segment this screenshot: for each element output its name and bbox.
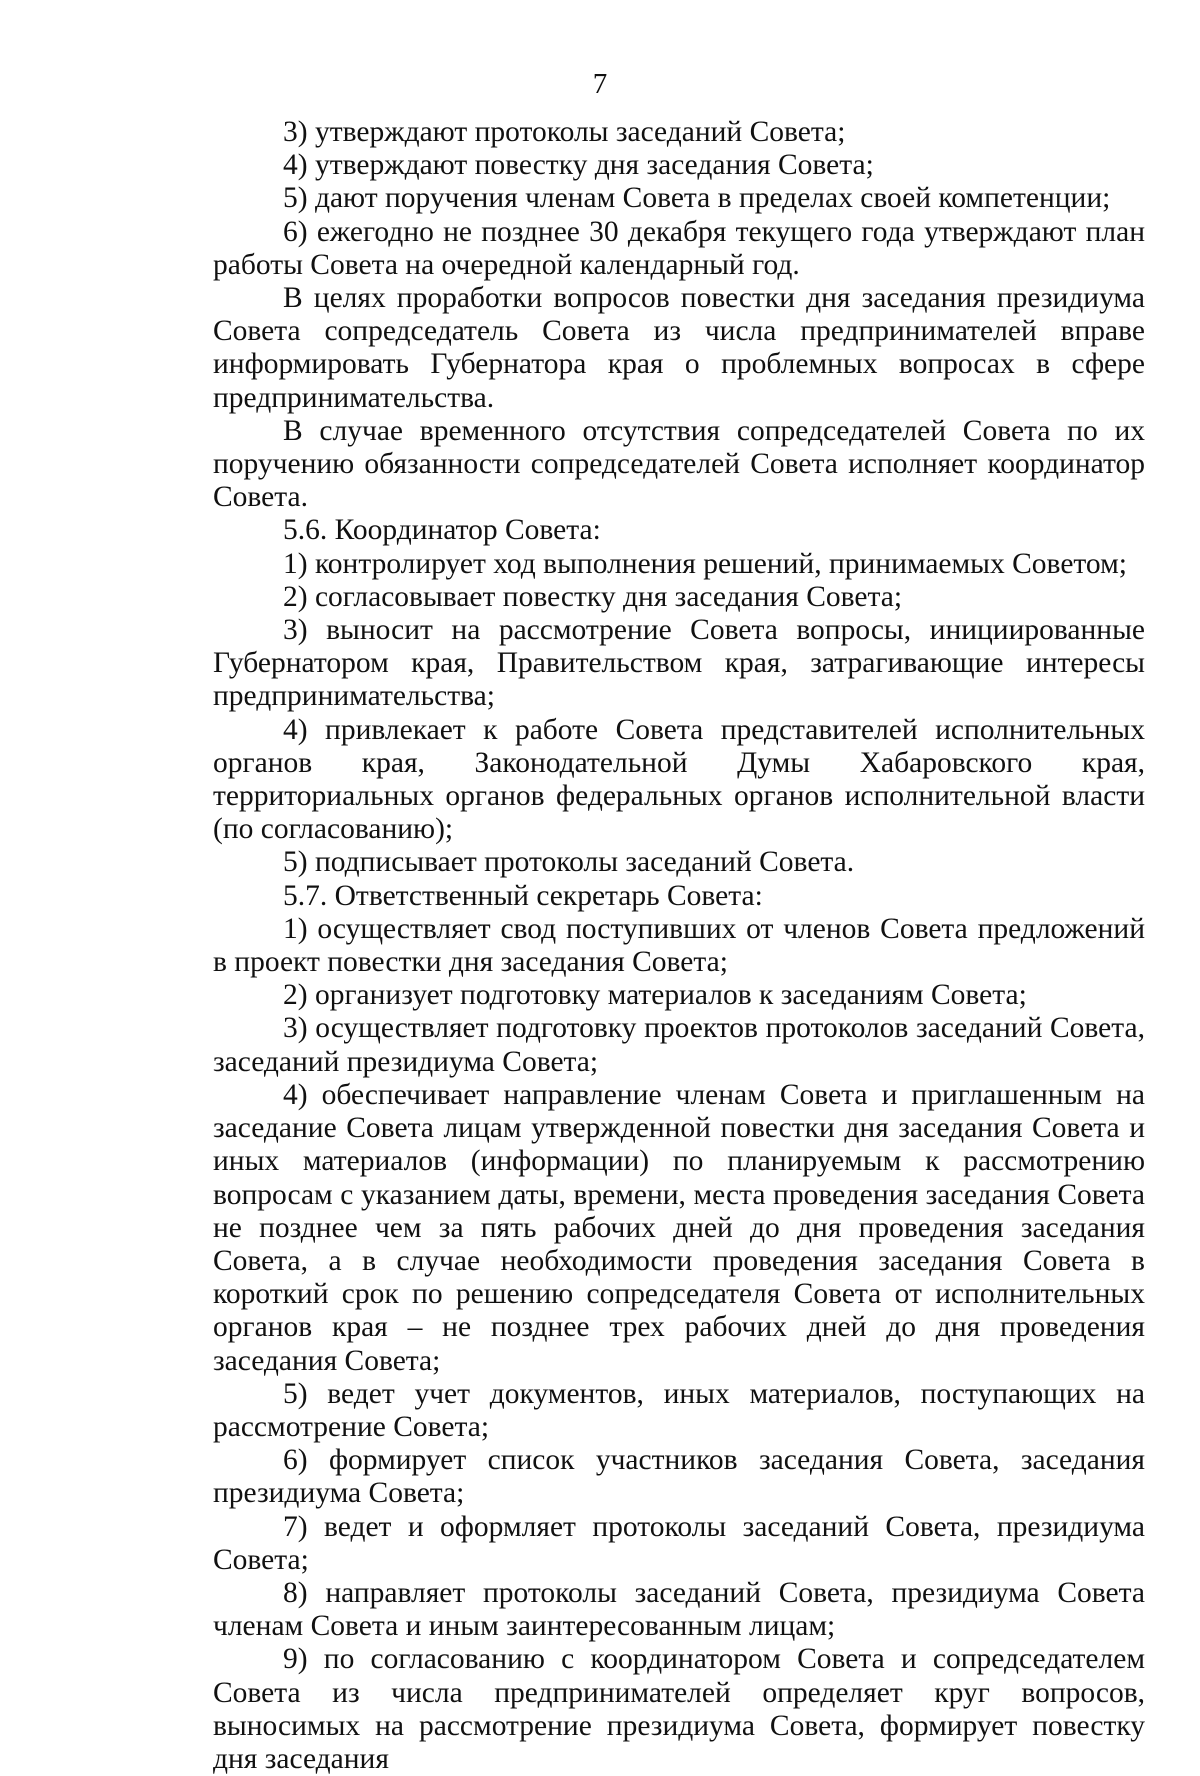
paragraph: 2) организует подготовку материалов к заседаниям Совета; <box>283 979 1027 1012</box>
paragraph: В целях проработки вопросов повестки дня заседания президиума Совета сопредседатель Совета из числа предпринимателей вправе информировать Губернатора края о проблемных вопросах в сфере предпринимательства. <box>213 282 1145 414</box>
paragraph: 8) направляет протоколы заседаний Совета, президиума Совета членам Совета и иным заинтересованным лицам; <box>213 1576 1145 1643</box>
paragraph: 3) утверждают протоколы заседаний Совета; <box>283 116 846 148</box>
page-number: 7 <box>592 68 608 100</box>
paragraph: 5) подписывает протоколы заседаний Совета. <box>283 846 855 879</box>
paragraph: 6) формирует список участников заседания Совета, заседания президиума Совета; <box>213 1444 1145 1510</box>
paragraph: 9) по согласованию с координатором Совета и сопредседателем Совета из числа предпринимателей определяет круг вопросов, выносимых на рассмотрение президиума Совета, формирует повестку дня заседания <box>213 1643 1145 1775</box>
paragraph: В случае временного отсутствия сопредседателей Совета по их поручению обязанности сопредседателей Совета исполняет координатор Совета. <box>213 414 1145 514</box>
paragraph: 7) ведет и оформляет протоколы заседаний Совета, президиума Совета; <box>213 1510 1145 1576</box>
paragraph: 5) ведет учет документов, иных материалов, поступающих на рассмотрение Совета; <box>213 1377 1145 1443</box>
paragraph: 1) осуществляет свод поступивших от членов Совета предложений в проект повестки дня заседания Совета; <box>213 912 1145 979</box>
paragraph: 1) контролирует ход выполнения решений, принимаемых Советом; <box>283 547 1127 580</box>
paragraph: 4) обеспечивает направление членам Совета и приглашенным на заседание Совета лицам утвержденной повестки дня заседания Совета и иных материалов (информации) по планируемым к рассмотрению вопросам с указанием даты, времени, места проведения заседания Совета не позднее чем за пять рабочих дней до дня проведения заседания Совета, а в случае необходимости проведения заседания Совета в короткий срок по решению сопредседателя Совета от исполнительных органов края – не позднее трех рабочих дней до дня проведения заседания Совета; <box>213 1078 1145 1377</box>
paragraph: 4) привлекает к работе Совета представителей исполнительных органов края, Законодательной Думы Хабаровского края, территориальных органов федеральных органов исполнительной власти (по согласованию); <box>213 713 1145 846</box>
paragraph: 2) согласовывает повестку дня заседания Совета; <box>283 580 903 613</box>
paragraph: 3) осуществляет подготовку проектов протоколов заседаний Совета, заседаний президиума Совета; <box>213 1012 1145 1078</box>
paragraph: 5) дают поручения членам Совета в пределах своей компетенции; <box>283 182 1111 215</box>
paragraph: 4) утверждают повестку дня заседания Совета; <box>283 149 874 182</box>
section-heading: 5.6. Координатор Совета: <box>283 514 601 547</box>
paragraph: 3) выносит на рассмотрение Совета вопросы, инициированные Губернатором края, Правительством края, затрагивающие интересы предпринимательства; <box>213 614 1145 713</box>
paragraph: 6) ежегодно не позднее 30 декабря текущего года утверждают план работы Совета на очередной календарный год. <box>213 215 1145 281</box>
document-body <box>213 116 1145 1776</box>
section-heading: 5.7. Ответственный секретарь Совета: <box>283 879 763 912</box>
